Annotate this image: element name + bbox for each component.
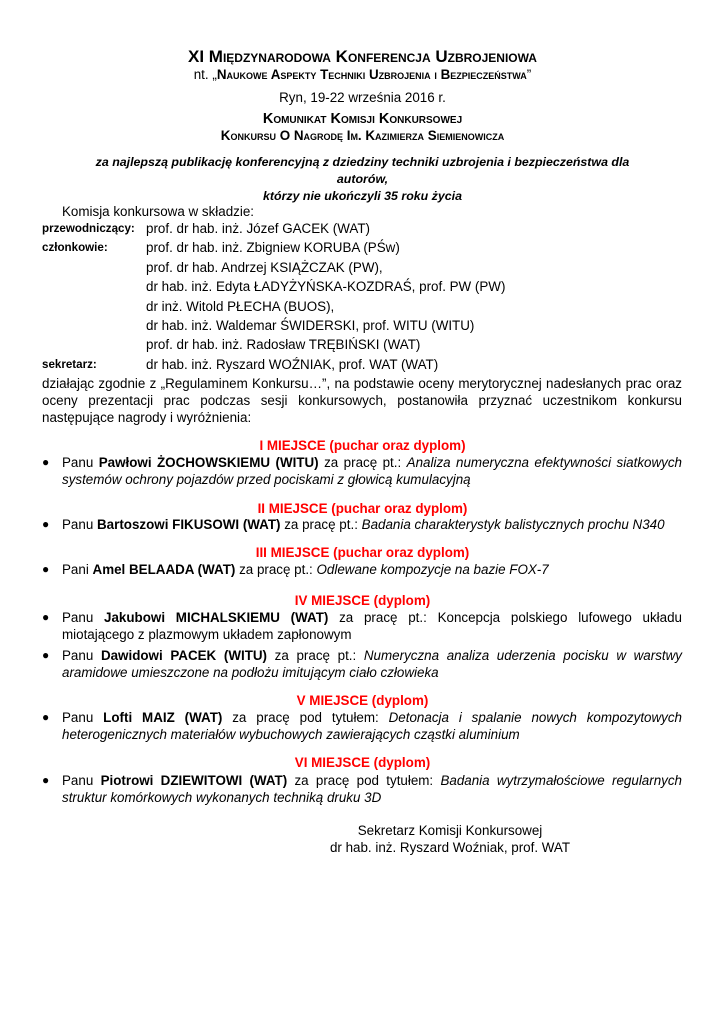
member-name: dr hab. inż. Waldemar ŚWIDERSKI, prof. WITU (WITU): [146, 317, 475, 333]
secretary-label: sekretarz:: [42, 357, 97, 371]
purpose-line: za najlepszą publikację konferencyjną z dziedziny techniki uzbrojenia i bezpieczeństwa dla autorów,: [95, 155, 630, 186]
paragraph-line: oceny prezentacji prac podczas sesji konkursowych, postanowiła przyznać uczestnikom konkursu: [42, 393, 682, 408]
entry-line: [62, 609, 682, 626]
purpose-line: którzy nie ukończyli 35 roku życia: [262, 189, 462, 203]
salutation: Panu: [62, 455, 99, 470]
signature-role: Sekretarz Komisji Konkursowej: [357, 823, 543, 838]
contest-title: Konkursu O Nagrodę Im. Kazimierza Siemienowicza: [220, 128, 505, 143]
member-name: prof. dr hab. inż. Radosław TRĘBIŃSKI (WAT): [146, 337, 421, 353]
entry-line: [62, 454, 682, 471]
connector: za pracę pt.:: [328, 610, 438, 625]
recipient-name: Jakubowi MICHALSKIEMU (WAT): [104, 610, 329, 625]
bullet-icon: ●: [42, 610, 50, 624]
award-entry-text: [62, 454, 682, 488]
conference-title: XI Międzynarodowa Konferencja Uzbrojeniowa: [188, 47, 537, 66]
connector: za pracę pod tytułem:: [287, 773, 441, 788]
place-date: Ryn, 19-22 września 2016 r.: [279, 90, 446, 105]
signature-name: dr hab. inż. Ryszard Woźniak, prof. WAT: [329, 840, 571, 855]
award-entry-text: [62, 709, 682, 743]
paper-title: Analiza numeryczna efektywności siatkowych: [406, 455, 682, 470]
recipient-name: Amel BELAADA (WAT): [92, 562, 236, 577]
salutation: Panu: [62, 710, 104, 725]
salutation: Pani: [62, 562, 93, 577]
entry-line: [62, 772, 682, 789]
award-heading-3: III MIEJSCE (puchar oraz dyplom): [255, 545, 470, 560]
award-heading-4: IV MIEJSCE (dyplom): [294, 593, 431, 608]
signature-block: [300, 822, 600, 856]
connector: za pracę pt.:: [267, 648, 364, 663]
award-heading-1: I MIEJSCE (puchar oraz dyplom): [259, 438, 466, 453]
recipient-name: Pawłowi ŻOCHOWSKIEMU (WITU): [98, 455, 319, 470]
bullet-icon: ●: [42, 517, 50, 531]
committee-row: [42, 259, 682, 278]
bullet-icon: ●: [42, 562, 50, 576]
paragraph-line: następujące nagrody i wyróżnienia:: [42, 410, 252, 425]
connector: za pracę pt.:: [318, 455, 407, 470]
bullet-icon: ●: [42, 648, 50, 662]
bullet-icon: ●: [42, 455, 50, 469]
paper-title: Odlewane kompozycje na bazie FOX-7: [316, 562, 549, 577]
award-entry-text: [62, 561, 682, 578]
committee-row: [42, 336, 682, 355]
secretary-name: dr hab. inż. Ryszard WOŹNIAK, prof. WAT (WAT): [146, 356, 439, 372]
committee-row: [42, 278, 682, 297]
committee-row: [42, 317, 682, 336]
committee-intro: Komisja konkursowa w składzie:: [62, 204, 255, 219]
paper-title-cont: systemów ochrony pojazdów przed pociskami z głowicą kumulacyjną: [62, 472, 471, 487]
connector: za pracę pod tytułem:: [222, 710, 389, 725]
member-name: dr inż. Witold PŁECHA (BUOS),: [146, 298, 335, 314]
bullet-icon: ●: [42, 773, 50, 787]
paper-title-cont: heterogenicznych materiałów wybuchowych zawierających cząstki aluminium: [62, 727, 520, 742]
chair-name: prof. dr hab. inż. Józef GACEK (WAT): [146, 221, 370, 236]
connector: za pracę pt.:: [280, 517, 362, 532]
conference-subtitle: [0, 66, 725, 83]
communique-title: Komunikat Komisji Konkursowej: [262, 111, 463, 127]
award-entry-text: [62, 609, 682, 643]
paper-title: Badania wytrzymałościowe regularnych: [440, 773, 682, 788]
salutation: Panu: [62, 610, 105, 625]
committee-list: [42, 220, 682, 375]
member-name: prof. dr hab. Andrzej KSIĄŻCZAK (PW),: [146, 259, 383, 275]
paper-title-cont: miotającego z plazmowym układem zapłonowym: [62, 627, 352, 642]
committee-row: [42, 239, 682, 258]
paper-title: Koncepcja polskiego lufowego układu: [437, 610, 682, 625]
subtitle-topic: Naukowe Aspekty Techniki Uzbrojenia i Bezpieczeństwa: [216, 67, 527, 82]
entry-line: [62, 709, 682, 726]
award-entry-text: [62, 647, 682, 681]
paper-title-cont: aramidowe umieszczone na podłożu imitującym ciało człowieka: [62, 665, 439, 680]
member-name: prof. dr hab. inż. Zbigniew KORUBA (PŚw): [146, 240, 400, 256]
paragraph-line: działając zgodnie z „Regulaminem Konkursu…”, na podstawie oceny merytorycznej nadesłanych prac oraz: [42, 376, 682, 391]
award-heading-2: II MIEJSCE (puchar oraz dyplom): [257, 501, 468, 516]
award-entry-text: [62, 516, 682, 533]
purpose-statement: [70, 154, 655, 205]
entry-line: [62, 647, 682, 664]
salutation: Panu: [62, 517, 97, 532]
salutation: Panu: [62, 773, 101, 788]
chair-label: przewodniczący:: [42, 222, 135, 235]
connector: za pracę pt.:: [235, 562, 317, 577]
entry-line: [62, 516, 682, 533]
decision-paragraph: [42, 375, 682, 426]
recipient-name: Lofti MAIZ (WAT): [103, 710, 223, 725]
paper-title: Detonacja i spalanie nowych kompozytowych: [388, 710, 682, 725]
award-heading-5: V MIEJSCE (dyplom): [296, 693, 429, 708]
subtitle-suffix: ”: [526, 67, 532, 82]
paper-title-cont: struktur komórkowych wykonanych techniką druku 3D: [62, 790, 382, 805]
award-entry-text: [62, 772, 682, 806]
committee-row: [42, 356, 682, 375]
paper-title: Badania charakterystyk balistycznych prochu N340: [361, 517, 665, 532]
paper-title: Numeryczna analiza uderzenia pocisku w warstwy: [363, 648, 682, 663]
entry-line: [62, 561, 682, 578]
recipient-name: Dawidowi PACEK (WITU): [100, 648, 268, 663]
award-heading-6: VI MIEJSCE (dyplom): [294, 755, 431, 770]
bullet-icon: ●: [42, 710, 50, 724]
subtitle-prefix: nt. „: [193, 67, 217, 82]
member-name: dr hab. inż. Edyta ŁADYŻYŃSKA-KOZDRAŚ, prof. PW (PW): [146, 279, 506, 295]
members-label: członkowie:: [42, 241, 108, 255]
salutation: Panu: [62, 648, 101, 663]
recipient-name: Bartoszowi FIKUSOWI (WAT): [97, 517, 281, 532]
committee-row: [42, 220, 682, 239]
recipient-name: Piotrowi DZIEWITOWI (WAT): [100, 773, 288, 788]
committee-row: [42, 298, 682, 317]
